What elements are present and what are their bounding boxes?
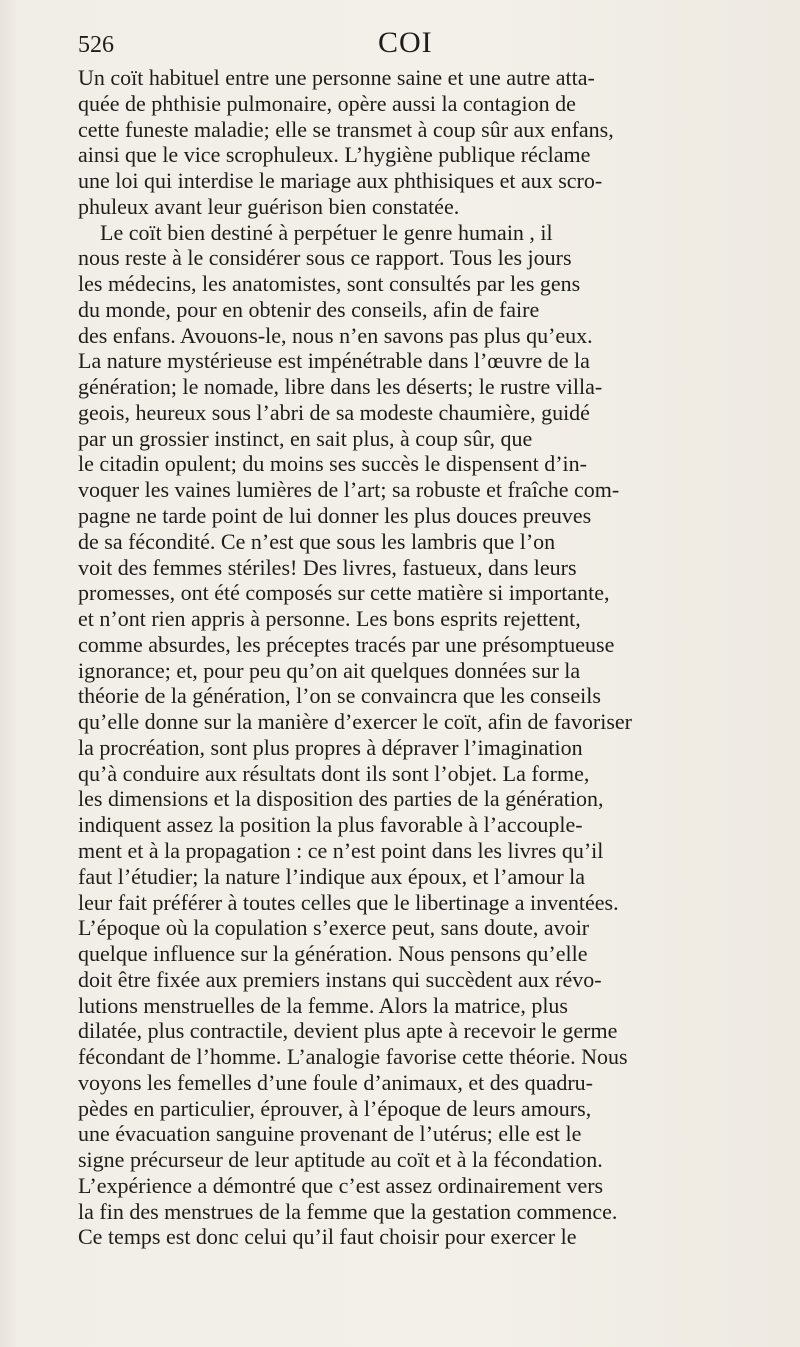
text-line: pagne ne tarde point de lui donner les plus douces preuves bbox=[78, 503, 592, 529]
text-line: une évacuation sanguine provenant de l’utérus; elle est le bbox=[78, 1121, 582, 1147]
text-line: quée de phthisie pulmonaire, opère aussi la contagion de bbox=[78, 90, 576, 116]
text-line: une loi qui interdise le mariage aux phthisiques et aux scro- bbox=[78, 168, 603, 194]
paragraph-contagion bbox=[78, 65, 718, 220]
body-text bbox=[78, 65, 718, 1250]
text-line: théorie de la génération, l’on se convaincra que les conseils bbox=[78, 683, 601, 709]
text-line: phuleux avant leur guérison bien constatée. bbox=[78, 193, 460, 219]
text-line: fécondant de l’homme. L’analogie favorise cette théorie. Nous bbox=[78, 1044, 628, 1070]
text-line: faut l’étudier; la nature l’indique aux époux, et l’amour la bbox=[78, 863, 586, 889]
text-line: voit des femmes stériles! Des livres, fastueux, dans leurs bbox=[78, 554, 577, 580]
text-line: le citadin opulent; du moins ses succès le dispensent d’in- bbox=[78, 451, 587, 477]
text-line: geois, heureux sous l’abri de sa modeste chaumière, guidé bbox=[78, 399, 590, 425]
text-line: L’expérience a démontré que c’est assez ordinairement vers bbox=[78, 1172, 604, 1198]
text-line: indiquent assez la position la plus favorable à l’accouple- bbox=[78, 812, 583, 838]
text-line: génération; le nomade, libre dans les déserts; le rustre villa- bbox=[78, 374, 603, 400]
text-line: promesses, ont été composés sur cette matière si importante, bbox=[78, 580, 610, 606]
text-line: pèdes en particulier, éprouver, à l’époque de leurs amours, bbox=[78, 1095, 592, 1121]
text-line: qu’à conduire aux résultats dont ils sont l’objet. La forme, bbox=[78, 760, 590, 786]
text-line: nous reste à le considérer sous ce rapport. Tous les jours bbox=[78, 245, 572, 271]
text-line: ignorance; et, pour peu qu’on ait quelques données sur la bbox=[78, 657, 581, 683]
text-line: par un grossier instinct, en sait plus, à coup sûr, que bbox=[78, 425, 533, 451]
text-line: dilatée, plus contractile, devient plus apte à recevoir le germe bbox=[78, 1018, 618, 1044]
text-line: la fin des menstrues de la femme que la gestation commence. bbox=[78, 1198, 618, 1224]
paragraph-procreation bbox=[78, 220, 718, 1251]
text-line: quelque influence sur la génération. Nous pensons qu’elle bbox=[78, 941, 588, 967]
text-line: leur fait préférer à toutes celles que le libertinage a inventées. bbox=[78, 889, 619, 915]
text-line: des enfans. Avouons-le, nous n’en savons pas plus qu’eux. bbox=[78, 322, 593, 348]
text-line: doit être fixée aux premiers instans qui succèdent aux révo- bbox=[78, 966, 602, 992]
text-line: signe précurseur de leur aptitude au coït et à la fécondation. bbox=[78, 1147, 603, 1173]
text-line: voquer les vaines lumières de l’art; sa robuste et fraîche com- bbox=[78, 477, 620, 503]
text-line: La nature mystérieuse est impénétrable dans l’œuvre de la bbox=[78, 348, 590, 374]
text-line: comme absurdes, les préceptes tracés par une présomptueuse bbox=[78, 631, 615, 657]
text-line: L’époque où la copulation s’exerce peut, sans doute, avoir bbox=[78, 915, 590, 941]
text-line: Un coït habituel entre une personne saine et une autre atta- bbox=[78, 65, 595, 90]
running-head bbox=[78, 28, 718, 62]
text-line: les dimensions et la disposition des parties de la génération, bbox=[78, 786, 604, 812]
text-line: Le coït bien destiné à perpétuer le genre humain , il bbox=[100, 219, 553, 245]
text-line: voyons les femelles d’une foule d’animaux, et des quadru- bbox=[78, 1069, 594, 1095]
text-line: qu’elle donne sur la manière d’exercer le coït, afin de favoriser bbox=[78, 709, 633, 735]
running-headword: COI bbox=[378, 26, 433, 59]
text-line: de sa fécondité. Ce n’est que sous les lambris que l’on bbox=[78, 528, 556, 554]
text-line: la procréation, sont plus propres à dépraver l’imagination bbox=[78, 734, 583, 760]
text-line: les médecins, les anatomistes, sont consultés par les gens bbox=[78, 271, 581, 297]
text-line: du monde, pour en obtenir des conseils, afin de faire bbox=[78, 296, 540, 322]
text-line: cette funeste maladie; elle se transmet à coup sûr aux enfans, bbox=[78, 116, 614, 142]
text-line: Ce temps est donc celui qu’il faut choisir pour exercer le bbox=[78, 1224, 577, 1250]
text-line: lutions menstruelles de la femme. Alors la matrice, plus bbox=[78, 992, 568, 1018]
text-line: et n’ont rien appris à personne. Les bons esprits rejettent, bbox=[78, 606, 581, 632]
text-line: ment et à la propagation : ce n’est point dans les livres qu’il bbox=[78, 837, 604, 863]
page-number: 526 bbox=[78, 32, 114, 58]
text-line: ainsi que le vice scrophuleux. L’hygiène publique réclame bbox=[78, 142, 591, 168]
